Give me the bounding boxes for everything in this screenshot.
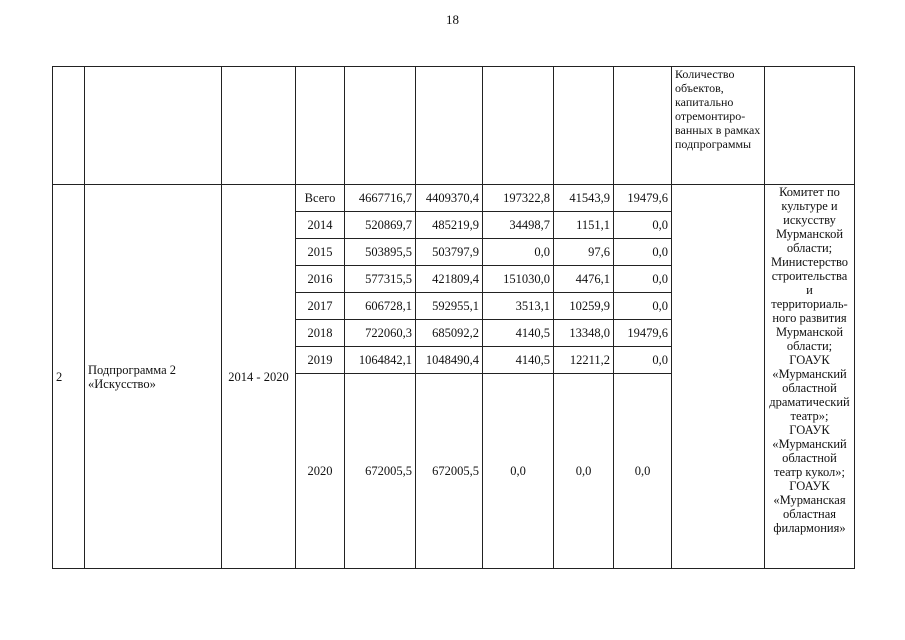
year-label: 2016 — [296, 266, 345, 293]
executor-line: «Мурманский — [772, 367, 847, 381]
header-cell-name — [85, 67, 222, 185]
executor-line: области; — [786, 241, 833, 255]
header-row — [53, 67, 855, 185]
executor-line: области; — [786, 339, 833, 353]
header-cell-number — [53, 67, 85, 185]
executor-line: строительства — [771, 269, 848, 283]
federal-value: 4140,5 — [483, 347, 554, 374]
row-number: 2 — [53, 185, 85, 569]
executor-line: ГОАУК — [789, 353, 830, 367]
header-cell-local — [554, 67, 614, 185]
federal-value: 4140,5 — [483, 320, 554, 347]
executor-line: и — [806, 283, 813, 297]
executor-line: Комитет по — [779, 185, 840, 199]
executor-line: театр кукол»; — [773, 465, 845, 479]
year-label: 2018 — [296, 320, 345, 347]
other-value: 19479,6 — [614, 320, 672, 347]
header-cell-other — [614, 67, 672, 185]
program-name-line: Подпрограмма 2 — [88, 362, 177, 377]
executor-line: культуре и — [781, 199, 838, 213]
total-value: 672005,5 — [345, 374, 416, 569]
local-value: 97,6 — [554, 239, 614, 266]
header-cell-executor — [765, 67, 855, 185]
program-budget-table — [52, 66, 855, 569]
executor-line: Министерство — [770, 255, 849, 269]
regional-value: 421809,4 — [416, 266, 483, 293]
program-period: 2014 - 2020 — [222, 185, 296, 569]
year-label: 2020 — [296, 374, 345, 569]
indicator-cell — [672, 185, 765, 569]
other-value: 0,0 — [614, 347, 672, 374]
page-number: 18 — [446, 12, 459, 27]
total-value: 503895,5 — [345, 239, 416, 266]
local-value: 4476,1 — [554, 266, 614, 293]
regional-value: 592955,1 — [416, 293, 483, 320]
executor-line: филармония» — [773, 521, 846, 535]
regional-value: 685092,2 — [416, 320, 483, 347]
year-label: 2014 — [296, 212, 345, 239]
other-value: 0,0 — [614, 266, 672, 293]
header-cell-period — [222, 67, 296, 185]
header-cell-regional — [416, 67, 483, 185]
header-indicator-text: Количество объектов, капитально отремонтиро-ванных в рамках подпрограммы — [672, 67, 765, 185]
executor-line: театр»; — [790, 409, 829, 423]
header-cell-federal — [483, 67, 554, 185]
executor-line: ГОАУК — [789, 479, 830, 493]
total-value: 722060,3 — [345, 320, 416, 347]
executor-line: Мурманской — [775, 227, 844, 241]
federal-value: 3513,1 — [483, 293, 554, 320]
executor-line: Мурманской — [775, 325, 844, 339]
other-value: 19479,6 — [614, 185, 672, 212]
other-value: 0,0 — [614, 239, 672, 266]
executor-line: областной — [782, 381, 837, 395]
regional-value: 485219,9 — [416, 212, 483, 239]
regional-value: 4409370,4 — [416, 185, 483, 212]
regional-value: 672005,5 — [416, 374, 483, 569]
local-value: 0,0 — [554, 374, 614, 569]
year-label: Всего — [296, 185, 345, 212]
executor-line: «Мурманская — [773, 493, 846, 507]
year-label: 2017 — [296, 293, 345, 320]
total-value: 606728,1 — [345, 293, 416, 320]
local-value: 1151,1 — [554, 212, 614, 239]
executor-line: ГОАУК — [789, 423, 830, 437]
table-row — [53, 185, 855, 212]
federal-value: 0,0 — [483, 239, 554, 266]
executor-line: ного развития — [772, 311, 847, 325]
total-value: 520869,7 — [345, 212, 416, 239]
federal-value: 151030,0 — [483, 266, 554, 293]
year-label: 2015 — [296, 239, 345, 266]
other-value: 0,0 — [614, 374, 672, 569]
federal-value: 34498,7 — [483, 212, 554, 239]
executor-line: искусству — [783, 213, 836, 227]
other-value: 0,0 — [614, 212, 672, 239]
header-cell-total — [345, 67, 416, 185]
header-cell-year — [296, 67, 345, 185]
local-value: 12211,2 — [554, 347, 614, 374]
total-value: 577315,5 — [345, 266, 416, 293]
executor-line: областной — [782, 451, 837, 465]
regional-value: 503797,9 — [416, 239, 483, 266]
program-name-line: «Искусство» — [88, 376, 156, 391]
executors-cell — [765, 185, 855, 569]
federal-value: 197322,8 — [483, 185, 554, 212]
regional-value: 1048490,4 — [416, 347, 483, 374]
executor-line: «Мурманский — [772, 437, 847, 451]
year-label: 2019 — [296, 347, 345, 374]
program-name — [85, 185, 222, 569]
total-value: 4667716,7 — [345, 185, 416, 212]
other-value: 0,0 — [614, 293, 672, 320]
executor-line: драматический — [769, 395, 850, 409]
local-value: 10259,9 — [554, 293, 614, 320]
executor-line: областная — [782, 507, 837, 521]
federal-value: 0,0 — [483, 374, 554, 569]
executor-line: территориаль- — [771, 297, 848, 311]
total-value: 1064842,1 — [345, 347, 416, 374]
local-value: 41543,9 — [554, 185, 614, 212]
local-value: 13348,0 — [554, 320, 614, 347]
